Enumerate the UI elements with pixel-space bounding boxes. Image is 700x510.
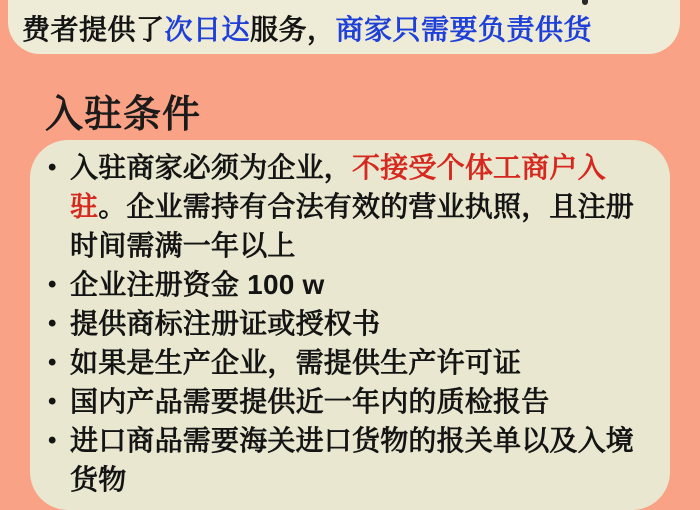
text-segment-black: 进口商品需要海关进口货物的报关单以及入境货物 [70, 425, 635, 495]
text-segment-red: 不接受个体工商户入驻 [70, 152, 606, 222]
page-title: 入驻条件 [45, 94, 202, 136]
list-item-text [70, 265, 654, 304]
text-segment-black: 企业注册资金 100 w [70, 269, 325, 300]
bullet-marker: • [48, 349, 57, 376]
list-item [48, 304, 654, 343]
text-segment-black: 提供商标注册证或授权书 [70, 308, 381, 339]
list-item-text [70, 382, 654, 421]
list-item [48, 148, 654, 265]
banner-text [22, 14, 592, 46]
text-segment-black: 。企业需持有合法有效的营业执照，且注册时间需满一年以上 [70, 191, 635, 261]
list-item-text [70, 304, 654, 343]
bullet-marker: • [48, 154, 57, 181]
list-item-text [70, 148, 654, 265]
top-banner-panel [8, 0, 680, 54]
list-item [48, 343, 654, 382]
text-segment-black: 服务， [250, 13, 336, 45]
list-item [48, 265, 654, 304]
requirements-panel [30, 140, 670, 510]
bullet-marker: • [48, 427, 57, 454]
bullet-marker: • [48, 310, 57, 337]
text-segment-black: 入驻商家必须为企业， [70, 152, 353, 183]
list-item [48, 421, 654, 499]
text-segment-blue: 次日达 [164, 13, 251, 45]
list-item [48, 382, 654, 421]
text-segment-blue: 商家只需要负责供货 [335, 13, 593, 45]
list-item-text [70, 421, 654, 499]
bullet-marker: • [48, 271, 57, 298]
text-segment-black: 费者提供了 [22, 13, 165, 45]
text-segment-black: 国内产品需要提供近一年内的质检报告 [70, 386, 550, 417]
bullet-marker: • [48, 388, 57, 415]
list-item-text [70, 343, 654, 382]
requirements-list [48, 148, 654, 499]
text-segment-black: 如果是生产企业，需提供生产许可证 [70, 347, 522, 378]
